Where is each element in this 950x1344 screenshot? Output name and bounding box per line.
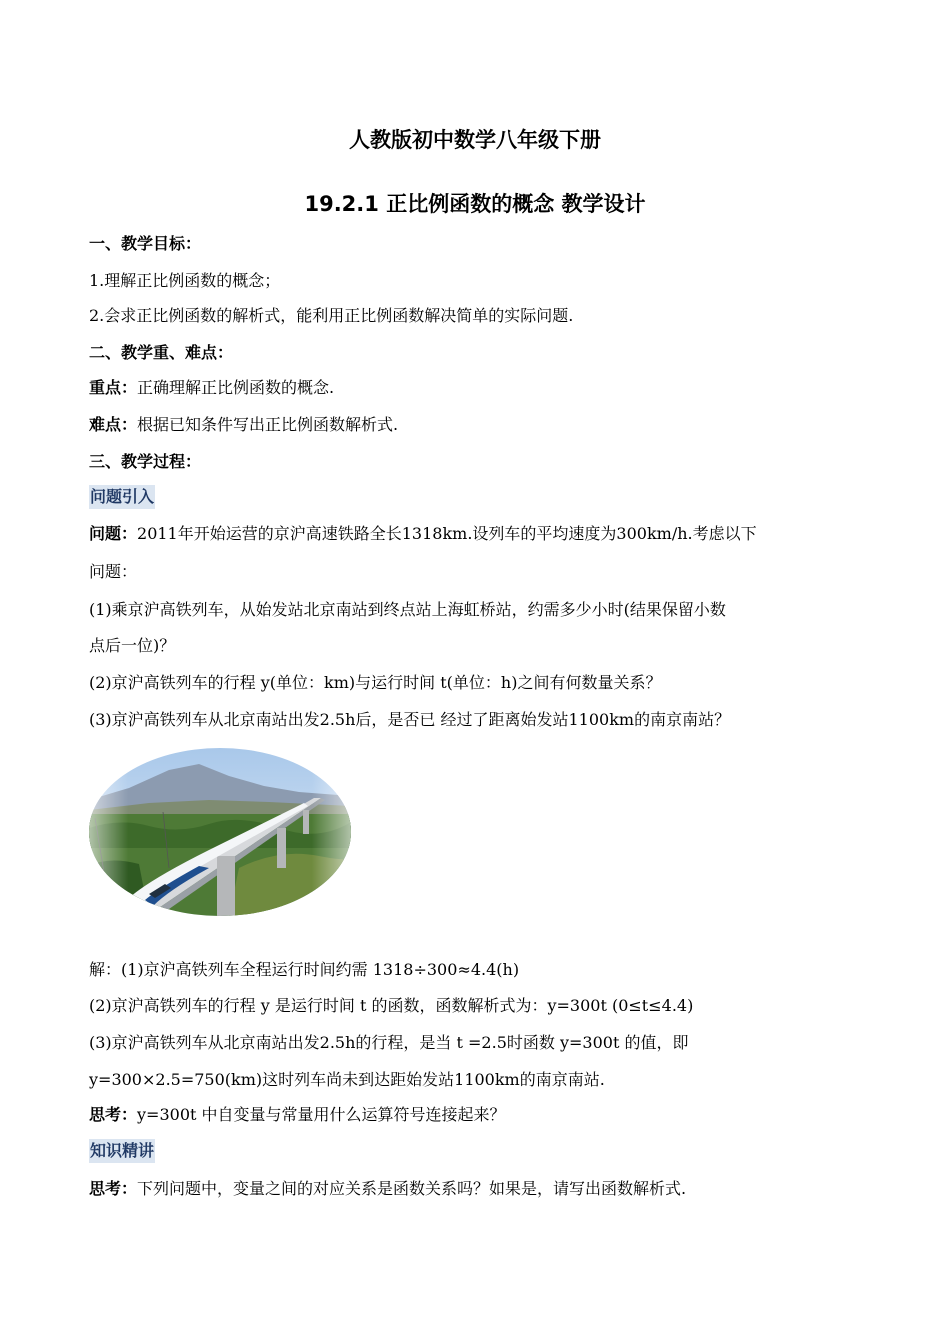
problem-text-2: 问题： xyxy=(89,562,138,581)
answer-3-line-a: (3)京沪高铁列车从北京南站出发2.5h的行程，是当 t =2.5时函数 y=300t 的值，即 xyxy=(89,1033,689,1052)
answer-2: (2)京沪高铁列车的行程 y 是运行时间 t 的函数，函数解析式为：y=300t (0≤t≤4.4) xyxy=(89,996,694,1015)
document-subtitle: 19.2.1 正比例函数的概念 教学设计 xyxy=(304,192,646,216)
section-heading-objectives: 一、教学目标： xyxy=(89,234,202,253)
problem-text-1: 2011年开始运营的京沪高速铁路全长1318km.设列车的平均速度为300km/h.考虑以下 xyxy=(137,524,757,543)
difficulty-text: 根据已知条件写出正比例函数解析式. xyxy=(137,415,399,434)
difficulty-label: 难点： xyxy=(89,415,138,434)
question-3: (3)京沪高铁列车从北京南站出发2.5h后，是否已 经过了距离始发站1100km的南京南站？ xyxy=(89,710,731,729)
key-point-line xyxy=(89,376,879,400)
answer-1: 解：(1)京沪高铁列车全程运行时间约需 1318÷300≈4.4(h) xyxy=(89,960,520,979)
think-label-1: 思考： xyxy=(89,1105,138,1124)
question-2: (2)京沪高铁列车的行程 y(单位：km)与运行时间 t(单位：h)之间有何数量关系？ xyxy=(89,673,662,692)
tag-line-knowledge xyxy=(89,1139,879,1163)
objective-item-1: 1.理解正比例函数的概念； xyxy=(89,271,281,290)
think-label-2: 思考： xyxy=(89,1179,138,1198)
question-1-line-b: 点后一位)？ xyxy=(89,636,176,655)
think-text-2: 下列问题中，变量之间的对应关系是函数关系吗？如果是，请写出函数解析式. xyxy=(137,1179,687,1198)
document-title: 人教版初中数学八年级下册 xyxy=(349,128,601,152)
problem-line-1 xyxy=(89,522,879,546)
section-heading-key-points: 二、教学重、难点： xyxy=(89,343,234,362)
objective-item-2: 2.会求正比例函数的解析式，能利用正比例函数解决简单的实际问题. xyxy=(89,306,574,325)
section-heading-process: 三、教学过程： xyxy=(89,452,202,471)
think-line-1 xyxy=(89,1103,879,1127)
tag-line-intro xyxy=(89,485,879,509)
question-1-line-a: (1)乘京沪高铁列车，从始发站北京南站到终点站上海虹桥站，约需多少小时(结果保留小数 xyxy=(89,600,726,619)
tag-knowledge: 知识精讲 xyxy=(89,1139,155,1163)
think-text-1: y=300t 中自变量与常量用什么运算符号连接起来？ xyxy=(137,1105,506,1124)
key-point-text: 正确理解正比例函数的概念. xyxy=(137,378,335,397)
difficulty-line xyxy=(89,413,879,437)
key-point-label: 重点： xyxy=(89,378,138,397)
think-line-2 xyxy=(89,1177,879,1201)
answer-3-line-b: y=300×2.5=750(km)这时列车尚未到达距始发站1100km的南京南站. xyxy=(89,1070,605,1089)
high-speed-train-photo xyxy=(89,748,351,916)
tag-problem-intro: 问题引入 xyxy=(89,485,155,509)
problem-label: 问题： xyxy=(89,524,138,543)
